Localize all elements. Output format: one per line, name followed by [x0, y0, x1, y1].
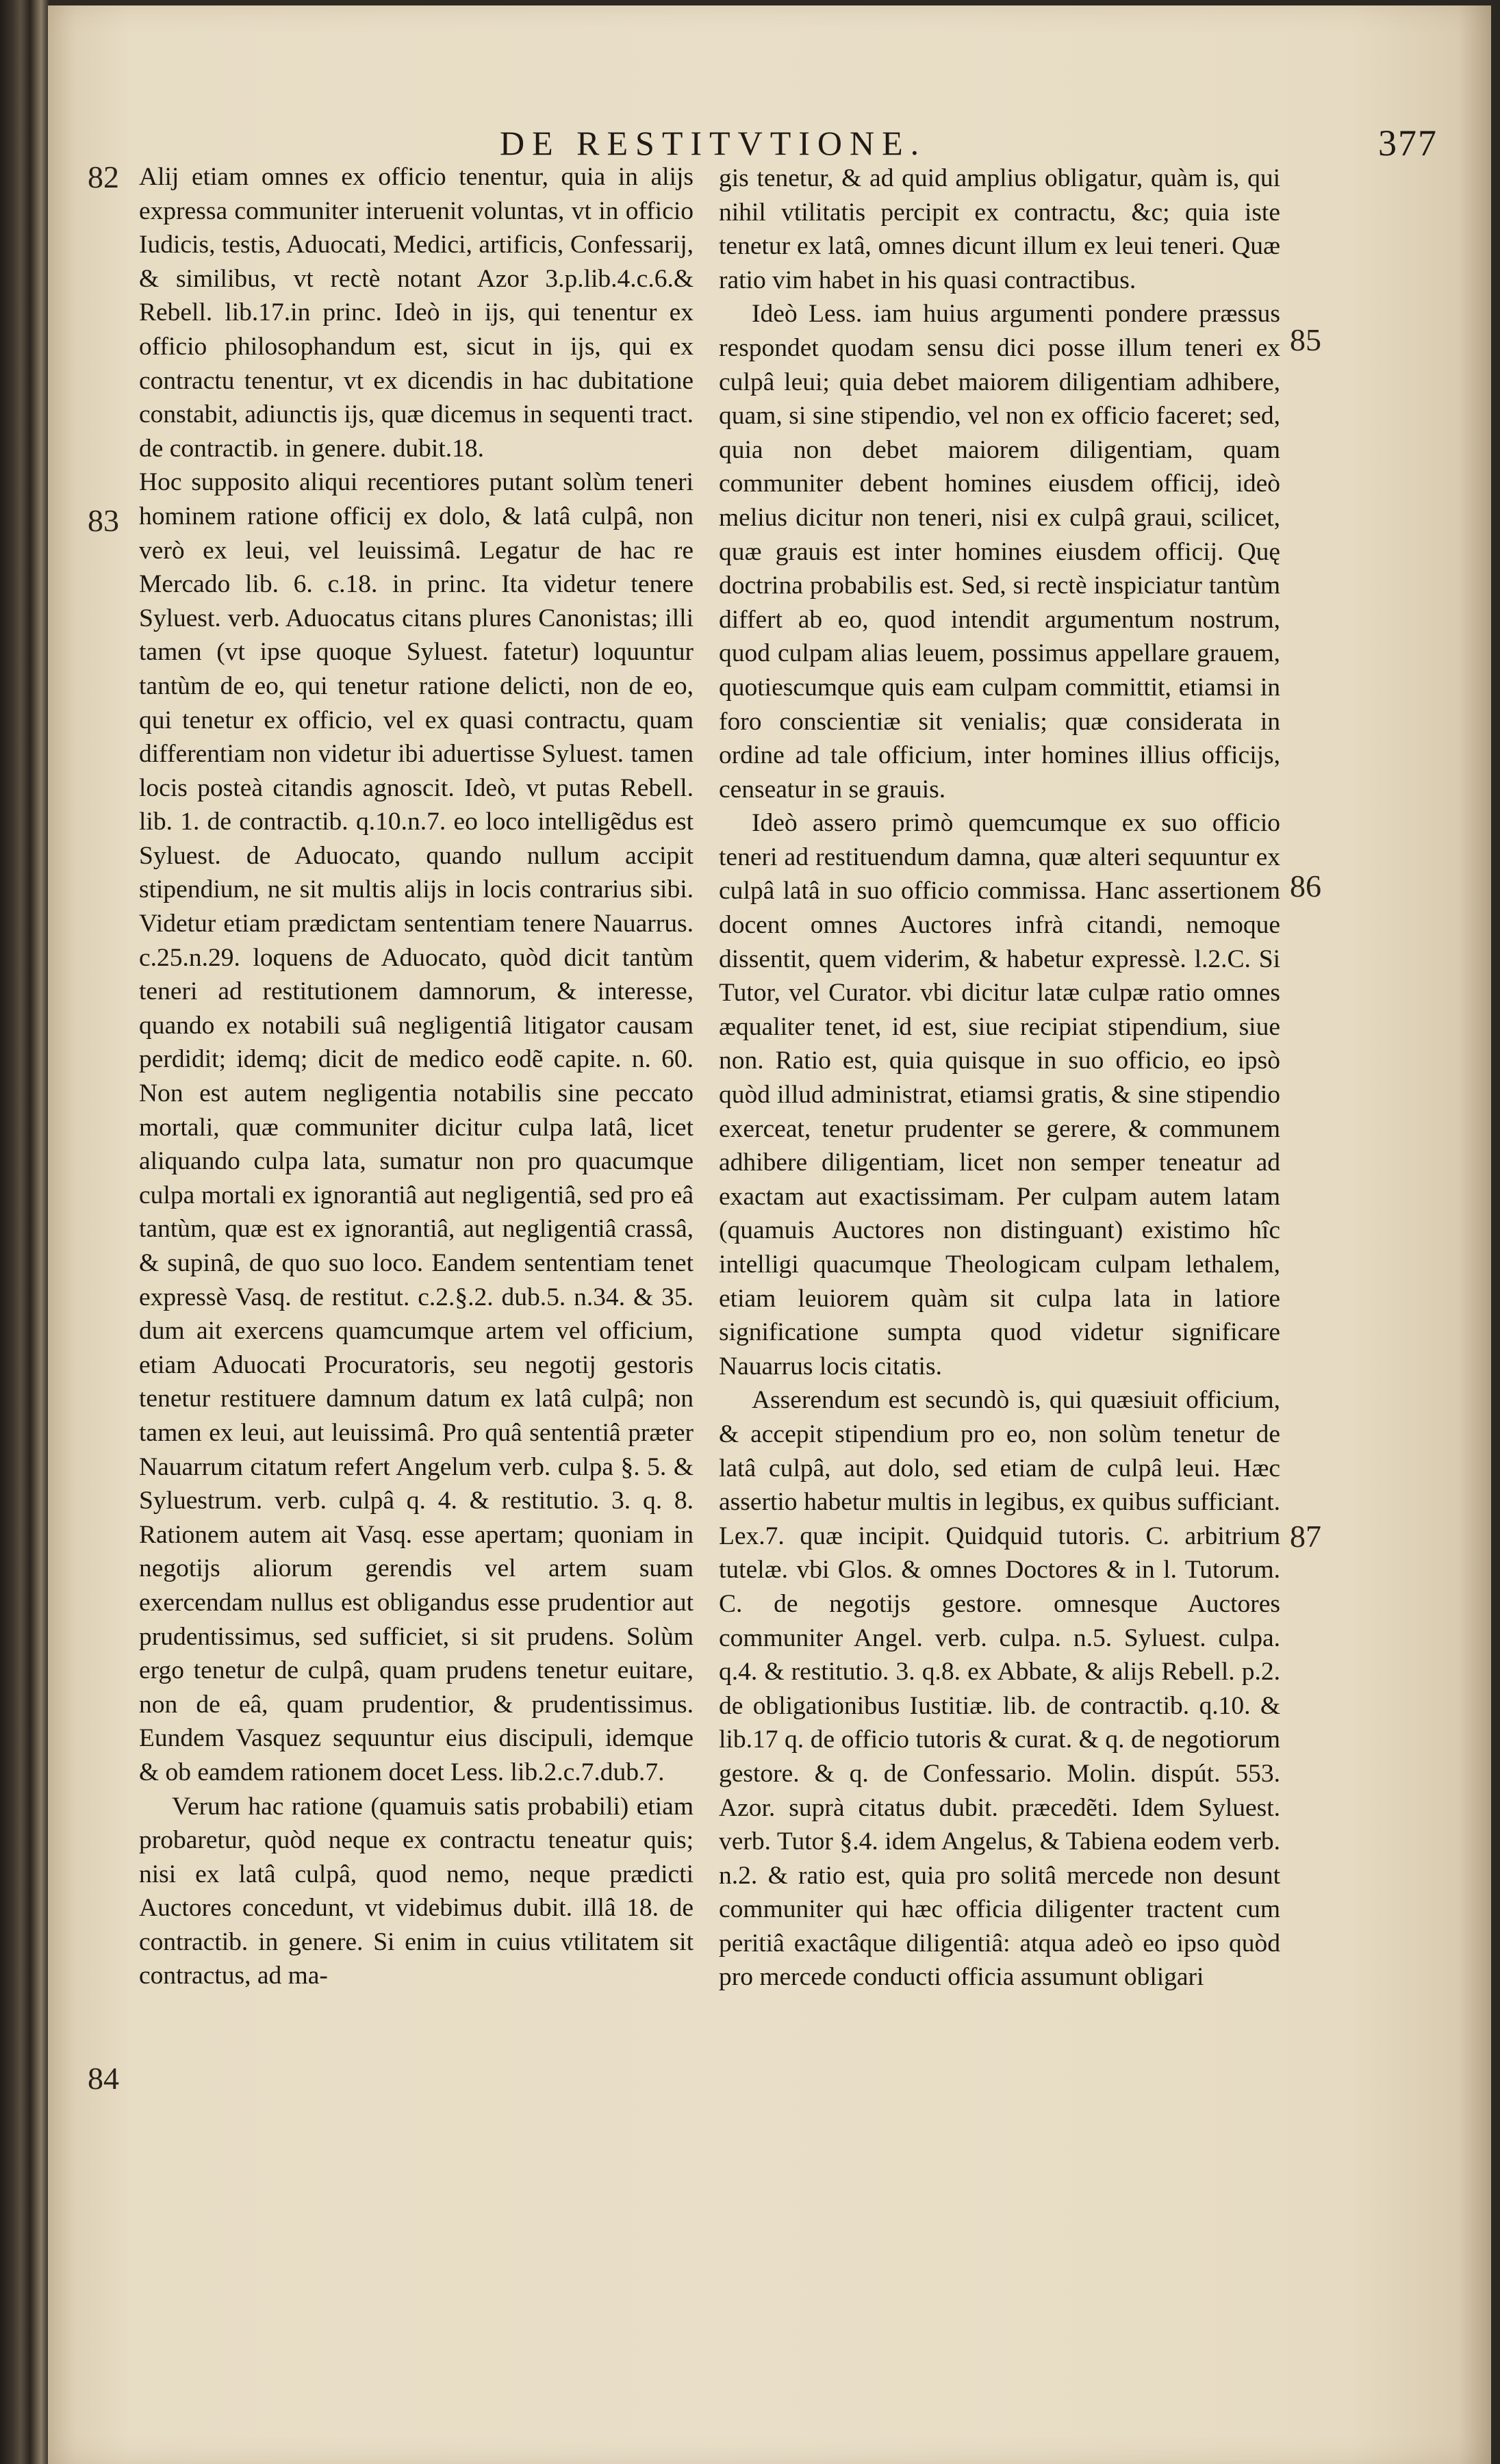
running-title: DE RESTITVTIONE.	[500, 124, 927, 162]
paragraph: Asserendum est secundò is, qui quæsiuit officium, & accepit stipendium pro eo, non solùm tenetur de latâ culpâ, aut dolo, sed etiam de culpâ leui. Hæc assertio habetur multis in legibus, ex quibus sufficiant. Lex.7. quæ incipit. Quidquid tutoris. C. arbitrium tutelæ. vbi Glos. & omnes Doctores & in l. Tutorum. C. de negotijs gestore. omnesque Auctores communiter Angel. verb. culpa. n.5. Syluest. culpa. q.4. & restitutio. 3. q.8. ex Abbate, & alijs Rebell. p.2. de obligationibus Iustitiæ. lib. de contractib. q.10. & lib.17 q. de officio tutoris & curat. & q. de negotiorum gestore. & q. de Confessario. Molin. dispút. 553. Azor. suprà citatus dubit. præcedẽti. Idem Syluest. verb. Tutor §.4. idem Angelus, & Tabiena eodem verb. n.2. & ratio est, quia pro solitâ mercede non desunt communiter qui hæc officia diligenter tractent cum peritiâ exactâque diligentiâ: atqua adeò eo ipso quòd pro mercede conducti officia assumunt obligari	[719, 1386, 1280, 1992]
margin-number: 82	[88, 159, 119, 194]
left-column	[139, 160, 694, 1993]
page-number: 377	[1378, 123, 1438, 164]
margin-number: 85	[1290, 322, 1321, 357]
column-divider	[713, 164, 714, 2437]
paragraph: Hoc supposito aliqui recentiores putant solùm teneri hominem ratione officij ex dolo, & latâ culpâ, non verò ex leui, vel leuissimâ. Legatur de hac re Mercado lib. 6. c.18. in princ. Ita videtur tenere Syluest. verb. Aduocatus citans plures Canonistas; illi tamen (vt ipse quoque Syluest. fatetur) loquuntur tantùm de eo, qui tenetur ratione delicti, non de eo, qui tenetur ex officio, vel ex quasi contractu, quam differentiam non videtur ibi aduertisse Syluest. tamen locis posteà citandis agnoscit. Ideò, vt putas Rebell. lib. 1. de contractib. q.10.n.7. eo loco intelligẽdus est Syluest. de Aduocato, quando nullum accipit stipendium, ne sit multis alijs in locis contrarius sibi. Videtur etiam prædictam sententiam tenere Nauarrus. c.25.n.29. loquens de Aduocato, quòd dicit tantùm teneri ad restitutionem damnorum, & interesse, quando ex notabili suâ negligentiâ litigator causam perdidit; idemq; dicit de medico eodẽ capite. n. 60. Non est autem negligentia notabilis sine peccato mortali, quæ communiter dicitur culpa latâ, licet aliquando culpa lata, sumatur non pro quacumque culpa mortali ex ignorantiâ aut negligentiâ, sed pro eâ tantùm, quæ est ex ignorantiâ, aut negligentiâ crassâ, & supinâ, de quo suo loco. Eandem sententiam tenet expressè Vasq. de restitut. c.2.§.2. dub.5. n.34. & 35. dum ait exercens quamcumque artem vel officium, etiam Aduocati Procuratoris, seu negotij gestoris tenetur restituere damnum datum ex latâ culpâ; non tamen ex leui, aut leuissimâ. Pro quâ sententiâ præter Nauarrum citatum refert Angelum verb. culpa §. 5. & Syluestrum. verb. culpâ q. 4. & restitutio. 3. q. 8. Rationem autem ait Vasq. esse apertam; quoniam in negotijs aliorum gerendis vel artem suam exercendam nullus est obligandus esse prudentior aut prudentissimus, sed sufficiet, si sit prudens. Solùm ergo tenetur de culpâ, quam prudens tenetur euitare, non de eâ, quam prudentior, & prudentissimus. Eundem Vasquez sequuntur eius discipuli, idemque & ob eamdem rationem docet Less. lib.2.c.7.dub.7.	[139, 468, 694, 1786]
margin-number: 83	[88, 503, 119, 538]
paragraph: Ideò assero primò quemcumque ex suo officio teneri ad restituendum damna, quæ alteri sequuntur ex culpâ latâ in suo officio commissa. Hanc assertionem docent omnes Auctores infrà citandi, nemoque dissentit, quem viderim, & habetur expressè. l.2.C. Si Tutor, vel Curator. vbi dicitur latæ culpæ ratio omnes æqualiter tenet, id est, siue recipiat stipendium, siue non. Ratio est, quia quisque in suo officio, eo ipsò quòd illud administrat, etiamsi gratis, & sine stipendio exerceat, tenetur prudenter se gerere, & communem adhibere diligentiam, licet non semper teneatur ad exactam aut exactissimam. Per culpam autem latam (quamuis Auctores non distinguant) existimo hîc intelligi quacumque Theologicam culpam lethalem, etiam leuiorem quàm sit culpa lata in latiore significatione sumpta quod videtur significare Nauarrus locis citatis.	[719, 809, 1280, 1381]
paragraph: Alij etiam omnes ex officio tenentur, quia in alijs expressa communiter interuenit voluntas, vt in officio Iudicis, testis, Aduocati, Medici, artificis, Confessarij, & similibus, vt rectè notant Azor 3.p.lib.4.c.6.& Rebell. lib.17.in princ. Ideò in ijs, qui tenentur ex officio philosophandum est, sicut in ijs, qui ex contractu tenentur, vt ex dicendis in hac dubitatione constabit, adiunctis ijs, quæ dicemus in sequenti tract. de contractib. in genere. dubit.18.	[139, 163, 694, 463]
paragraph: Verum hac ratione (quamuis satis probabili) etiam probaretur, quòd neque ex contractu teneatur quis; nisi ex latâ culpâ, quod nemo, neque prædicti Auctores concedunt, vt videbimus dubit. illâ 18. de contractib. in genere. Si enim in cuius vtilitatem sit contractus, ad ma-	[139, 1792, 694, 1990]
margin-number: 84	[88, 2061, 119, 2096]
right-column	[719, 162, 1280, 1994]
paragraph: gis tenetur, & ad quid amplius obligatur, quàm is, qui nihil vtilitatis percipit ex contractu, &c; quia iste tenetur ex latâ, omnes dicunt illum ex leui teneri. Quæ ratio vim habet in his quasi contractibus.	[719, 164, 1280, 294]
margin-number: 87	[1290, 1519, 1321, 1554]
margin-number: 86	[1290, 869, 1321, 903]
paragraph: Ideò Less. iam huius argumenti pondere præssus respondet quodam sensu dici posse illum teneri ex culpâ leui; quia debet maiorem diligentiam adhibere, quam, si sine stipendio, vel non ex officio faceret; sed, quia non debet maiorem diligentiam, quam communiter debent homines eiusdem officij, ideò melius dicitur non teneri, nisi ex culpâ graui, scilicet, quæ grauis est inter homines eiusdem officij. Quę doctrina probabilis est. Sed, si rectè inspiciatur tantùm differt ab eo, quod intendit argumentum nostrum, quod culpam alias leuem, possimus appellare grauem, quotiescumque quis eam culpam committit, etiamsi in foro conscientiæ sit venialis; quæ considerata in ordine ad tale officium, inter homines illius officijs, censeatur in se grauis.	[719, 300, 1280, 804]
